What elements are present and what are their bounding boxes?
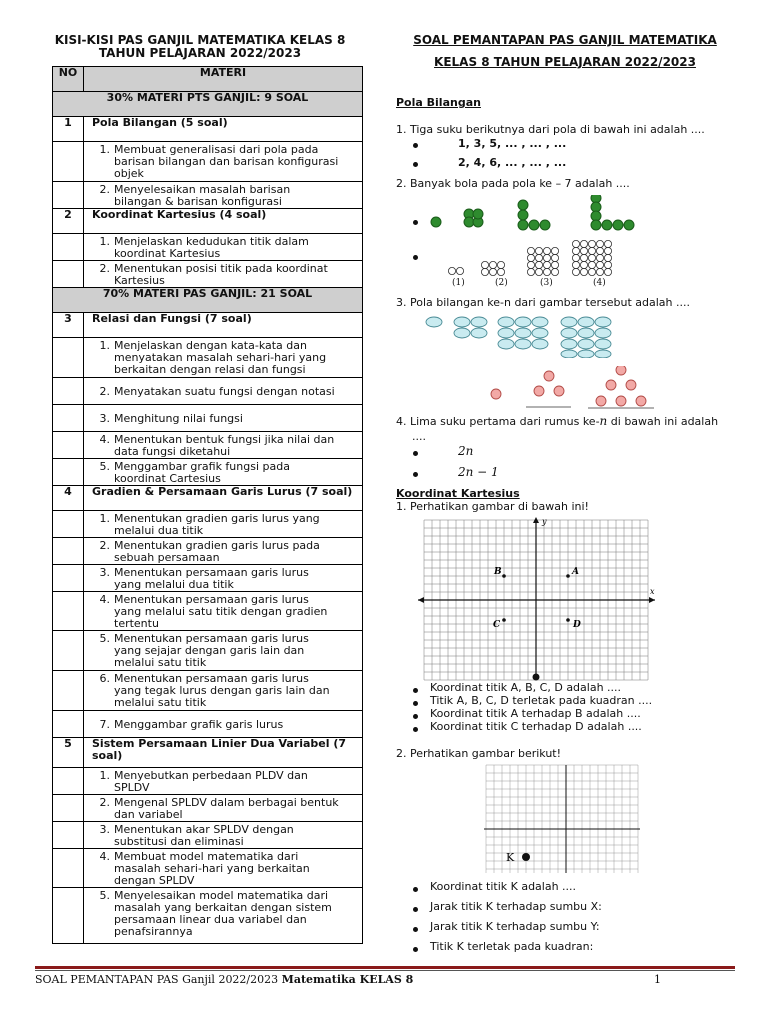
kisi-title-line2: TAHUN PELAJARAN 2022/2023 bbox=[98, 46, 302, 60]
item-number: 4. bbox=[99, 433, 110, 446]
section-pas: 70% MATERI PAS GANJIL: 21 SOAL bbox=[53, 288, 363, 313]
koordinat-question-1: 1. Perhatikan gambar di bawah ini! bbox=[396, 500, 589, 513]
item-text: Menentukan posisi titik pada koordinat Kartesius bbox=[114, 262, 328, 287]
item-number: 7. bbox=[99, 718, 110, 731]
item-number: 2. bbox=[99, 796, 110, 809]
item-number: 6. bbox=[99, 672, 110, 685]
item-number: 1. bbox=[99, 769, 110, 782]
footer-subject: Matematika KELAS 8 bbox=[281, 973, 414, 986]
item-number: 3. bbox=[99, 412, 110, 425]
bullet-icon bbox=[413, 472, 418, 477]
k1-bullet-4: Koordinat titik C terhadap D adalah .... bbox=[430, 720, 642, 733]
point-B-label: B bbox=[494, 567, 502, 577]
item-number: 4. bbox=[99, 850, 110, 863]
item-text: Menentukan persamaan garis lurus yang melalui satu titik dengan gradien tertentu bbox=[114, 593, 328, 630]
footer-rule-thin bbox=[35, 970, 735, 971]
item-text: Menentukan persamaan garis lurus yang tegak lurus dengan garis lain dan melalui satu titik bbox=[114, 672, 330, 709]
pattern-label-1: (1) bbox=[452, 278, 465, 288]
item-text: Mengenal SPLDV dalam berbagai bentuk dan variabel bbox=[114, 796, 339, 821]
question-2: 2. Banyak bola pada pola ke – 7 adalah .... bbox=[396, 177, 630, 190]
x-axis-label: x bbox=[650, 587, 655, 596]
item-number: 2. bbox=[99, 183, 110, 196]
bullet-icon bbox=[413, 688, 418, 693]
item-number: 2. bbox=[99, 385, 110, 398]
bullet-icon bbox=[413, 947, 418, 952]
item-text: Menentukan persamaan garis lurus yang sejajar dengan garis lain dan melalui satu titik bbox=[114, 632, 309, 669]
bullet-icon bbox=[413, 907, 418, 912]
item-text: Menyelesaikan model matematika dari masalah yang berkaitan dengan sistem persamaan linear dua variabel dan penafsirannya bbox=[114, 889, 332, 938]
item-text: Menentukan persamaan garis lurus yang melalui dua titik bbox=[114, 566, 309, 591]
soal-title-line1: SOAL PEMANTAPAN PAS GANJIL MATEMATIKA bbox=[413, 33, 717, 47]
formula-a: 2n bbox=[458, 444, 474, 458]
k1-bullet-3: Koordinat titik A terhadap B adalah .... bbox=[430, 707, 641, 720]
k1-bullet-1: Koordinat titik A, B, C, D adalah .... bbox=[430, 681, 622, 694]
item-text: Menjelaskan dengan kata-kata dan menyatakan masalah sehari-hari yang berkaitan dengan relasi dan fungsi bbox=[114, 339, 327, 376]
sequence-a: 1, 3, 5, ... , ... , ... bbox=[458, 137, 567, 150]
k1-bullet-2: Titik A, B, C, D terletak pada kuadran .... bbox=[430, 694, 653, 707]
item-text: Menyatakan suatu fungsi dengan notasi bbox=[114, 385, 335, 398]
question-4-dots: .... bbox=[412, 430, 426, 443]
question-4-rest: di bawah ini adalah bbox=[607, 415, 719, 428]
topic-no: 3 bbox=[53, 313, 84, 338]
koordinat-question-2: 2. Perhatikan gambar berikut! bbox=[396, 747, 562, 760]
question-4-var: n bbox=[599, 414, 608, 428]
topic-no: 5 bbox=[53, 738, 84, 768]
question-3: 3. Pola bilangan ke-n dari gambar tersebut adalah .... bbox=[396, 296, 690, 309]
page-number: 1 bbox=[654, 973, 661, 986]
ellipse-pattern bbox=[424, 314, 614, 358]
item-text: Menjelaskan kedudukan titik dalam koordinat Kartesius bbox=[114, 235, 309, 260]
bullet-icon bbox=[413, 220, 418, 225]
topic-title: Sistem Persamaan Linier Dua Variabel (7 soal) bbox=[84, 738, 363, 768]
bullet-icon bbox=[413, 451, 418, 456]
item-text: Menentukan bentuk fungsi jika nilai dan data fungsi diketahui bbox=[114, 433, 335, 458]
item-text: Menyelesaikan masalah barisan bilangan & barisan konfigurasi bbox=[114, 183, 291, 208]
item-number: 2. bbox=[99, 539, 110, 552]
item-text: Menentukan akar SPLDV dengan substitusi dan eliminasi bbox=[114, 823, 294, 848]
topic-title: Gradien & Persamaan Garis Lurus (7 soal) bbox=[84, 486, 363, 511]
item-text: Menyebutkan perbedaan PLDV dan SPLDV bbox=[114, 769, 308, 794]
formula-b: 2n − 1 bbox=[458, 465, 499, 479]
item-number: 3. bbox=[99, 566, 110, 579]
item-number: 1. bbox=[99, 235, 110, 248]
item-number: 3. bbox=[99, 823, 110, 836]
point-C-label: C bbox=[493, 620, 501, 630]
item-text: Membuat generalisasi dari pola pada barisan bilangan dan barisan konfigurasi objek bbox=[114, 143, 339, 180]
pattern-label-3: (3) bbox=[540, 278, 553, 288]
pattern-label-4: (4) bbox=[593, 278, 606, 288]
green-ball-pattern bbox=[426, 195, 656, 235]
point-D-label: D bbox=[573, 620, 581, 630]
bullet-icon bbox=[413, 143, 418, 148]
footer-left: SOAL PEMANTAPAN PAS Ganjil 2022/2023 bbox=[35, 973, 279, 986]
item-text: Menentukan gradien garis lurus yang melalui dua titik bbox=[114, 512, 320, 537]
footer-rule bbox=[35, 966, 735, 969]
item-number: 2. bbox=[99, 262, 110, 275]
item-number: 5. bbox=[99, 632, 110, 645]
item-text: Menggambar grafik fungsi pada koordinat Cartesius bbox=[114, 460, 290, 485]
k2-bullet-1: Koordinat titik K adalah .... bbox=[430, 880, 577, 893]
circle-grid-pattern bbox=[446, 240, 636, 278]
bullet-icon bbox=[413, 701, 418, 706]
section-pts: 30% MATERI PTS GANJIL: 9 SOAL bbox=[53, 92, 363, 117]
item-number: 5. bbox=[99, 460, 110, 473]
bullet-icon bbox=[413, 727, 418, 732]
item-text: Menggambar grafik garis lurus bbox=[114, 718, 284, 731]
bullet-icon bbox=[413, 887, 418, 892]
col-no-header: NO bbox=[53, 67, 84, 92]
cartesian-grid-1 bbox=[410, 515, 660, 683]
topic-no: 2 bbox=[53, 209, 84, 234]
y-axis-label: y bbox=[542, 517, 547, 526]
topic-no: 1 bbox=[53, 117, 84, 142]
topic-title: Koordinat Kartesius (4 soal) bbox=[84, 209, 363, 234]
point-A-label: A bbox=[572, 567, 579, 577]
k2-bullet-4: Titik K terletak pada kuadran: bbox=[430, 940, 594, 953]
bullet-icon bbox=[413, 162, 418, 167]
k2-bullet-3: Jarak titik K terhadap sumbu Y: bbox=[430, 920, 600, 933]
bullet-icon bbox=[413, 927, 418, 932]
bullet-icon bbox=[413, 714, 418, 719]
item-number: 4. bbox=[99, 593, 110, 606]
pattern-label-2: (2) bbox=[495, 278, 508, 288]
kisi-title-line1: KISI-KISI PAS GANJIL MATEMATIKA KELAS 8 bbox=[54, 33, 346, 47]
footer-text bbox=[35, 973, 413, 986]
topic-no: 4 bbox=[53, 486, 84, 511]
question-4-text: 4. Lima suku pertama dari rumus ke- bbox=[396, 415, 600, 428]
k2-bullet-2: Jarak titik K terhadap sumbu X: bbox=[430, 900, 602, 913]
sequence-b: 2, 4, 6, ... , ... , ... bbox=[458, 156, 567, 169]
item-number: 1. bbox=[99, 512, 110, 525]
bullet-icon bbox=[413, 255, 418, 260]
kisi-table bbox=[52, 66, 363, 944]
triangle-pattern bbox=[486, 366, 656, 412]
topic-title: Relasi dan Fungsi (7 soal) bbox=[84, 313, 363, 338]
item-number: 1. bbox=[99, 339, 110, 352]
section-koordinat-kartesius: Koordinat Kartesius bbox=[396, 487, 520, 500]
topic-title: Pola Bilangan (5 soal) bbox=[84, 117, 363, 142]
soal-title-line2: KELAS 8 TAHUN PELAJARAN 2022/2023 bbox=[434, 55, 696, 69]
section-pola-bilangan: Pola Bilangan bbox=[396, 96, 481, 109]
item-text: Menghitung nilai fungsi bbox=[114, 412, 243, 425]
question-4 bbox=[396, 415, 718, 428]
item-number: 5. bbox=[99, 889, 110, 902]
point-K-label: K bbox=[506, 851, 515, 864]
item-text: Membuat model matematika dari masalah sehari-hari yang berkaitan dengan SPLDV bbox=[114, 850, 310, 887]
question-1: 1. Tiga suku berikutnya dari pola di bawah ini adalah .... bbox=[396, 123, 705, 136]
item-number: 1. bbox=[99, 143, 110, 156]
item-text: Menentukan gradien garis lurus pada sebuah persamaan bbox=[114, 539, 320, 564]
col-materi-header: MATERI bbox=[84, 67, 363, 92]
cartesian-grid-2 bbox=[482, 763, 642, 875]
